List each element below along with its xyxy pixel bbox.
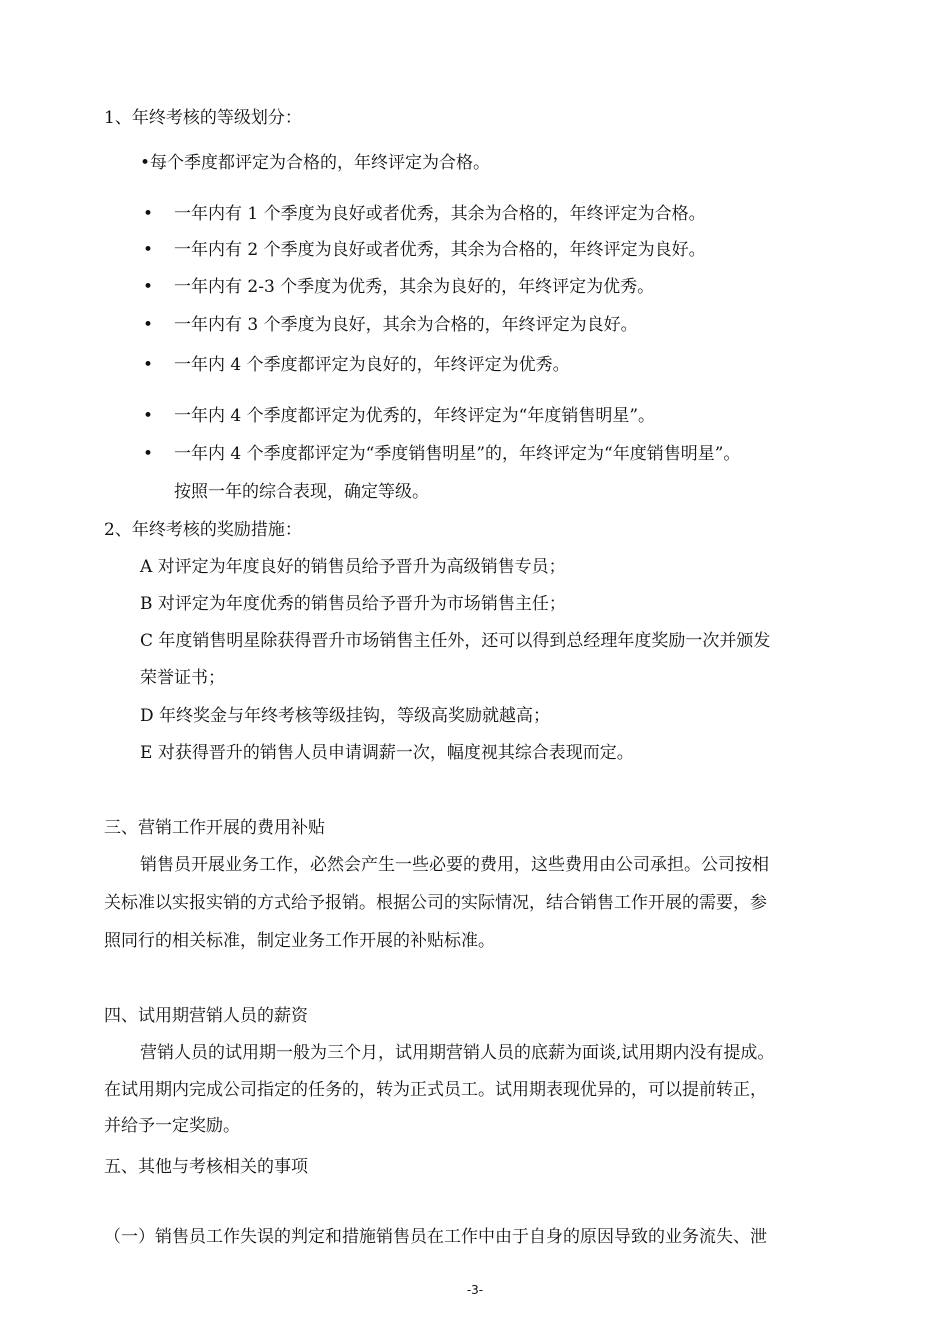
section5-subheading: （一）销售员工作失误的判定和措施销售员在工作中由于自身的原因导致的业务流失、泄 [104, 1227, 767, 1247]
bullet-icon: • [143, 355, 154, 375]
section1-note: 按照一年的综合表现，确定等级。 [174, 482, 429, 502]
bullet-icon: • [143, 204, 154, 224]
section4-heading: 四、试用期营销人员的薪资 [104, 1006, 308, 1026]
list-item: 一年内 4 个季度都评定为优秀的，年终评定为“年度销售明星”。 [174, 406, 656, 426]
section2-heading: 2、年终考核的奖励措施： [104, 520, 302, 540]
bullet-icon: • [143, 240, 154, 260]
list-item: A 对评定为年度良好的销售员给予晋升为高级销售专员； [140, 557, 566, 577]
bullet-icon: • [143, 406, 154, 426]
list-item: 一年内有 1 个季度为良好或者优秀，其余为合格的，年终评定为合格。 [174, 204, 706, 224]
section5-heading: 五、其他与考核相关的事项 [104, 1157, 308, 1177]
list-item: 荣誉证书； [140, 668, 225, 688]
paragraph-line: 关标准以实报实销的方式给予报销。根据公司的实际情况，结合销售工作开展的需要，参 [104, 893, 767, 913]
list-item: C 年度销售明星除获得晋升市场销售主任外，还可以得到总经理年度奖励一次并颁发 [140, 631, 771, 651]
bullet-icon: • [143, 315, 154, 335]
list-item: E 对获得晋升的销售人员申请调薪一次，幅度视其综合表现而定。 [140, 743, 634, 763]
section1-heading: 1、年终考核的等级划分： [104, 108, 302, 128]
list-item: 一年内有 2 个季度为良好或者优秀，其余为合格的，年终评定为良好。 [174, 240, 706, 260]
paragraph-line: 销售员开展业务工作，必然会产生一些必要的费用，这些费用由公司承担。公司按相 [140, 855, 769, 875]
list-item: 一年内有 3 个季度为良好，其余为合格的，年终评定为良好。 [174, 315, 638, 335]
page-number: -3- [466, 1283, 484, 1297]
paragraph-line: 在试用期内完成公司指定的任务的，转为正式员工。试用期表现优异的，可以提前转正， [104, 1080, 767, 1100]
paragraph-line: 营销人员的试用期一般为三个月，试用期营销人员的底薪为面谈,试用期内没有提成。 [140, 1043, 775, 1063]
list-item: D 年终奖金与年终考核等级挂钩，等级高奖励就越高； [140, 706, 551, 726]
paragraph-line: 照同行的相关标准，制定业务工作开展的补贴标准。 [104, 931, 495, 951]
bullet-icon: • [143, 444, 154, 464]
list-item: 一年内 4 个季度都评定为“季度销售明星”的，年终评定为“年度销售明星”。 [174, 444, 741, 464]
list-item: 一年内有 2-3 个季度为优秀，其余为良好的，年终评定为优秀。 [174, 277, 655, 297]
paragraph-line: 并给予一定奖励。 [104, 1116, 240, 1136]
section3-heading: 三、营销工作开展的费用补贴 [104, 818, 325, 838]
bullet-icon: • [143, 277, 154, 297]
list-item: B 对评定为年度优秀的销售员给予晋升为市场销售主任； [140, 594, 566, 614]
list-item: 一年内 4 个季度都评定为良好的，年终评定为优秀。 [174, 355, 570, 375]
section1-lead: •每个季度都评定为合格的，年终评定为合格。 [140, 153, 491, 173]
